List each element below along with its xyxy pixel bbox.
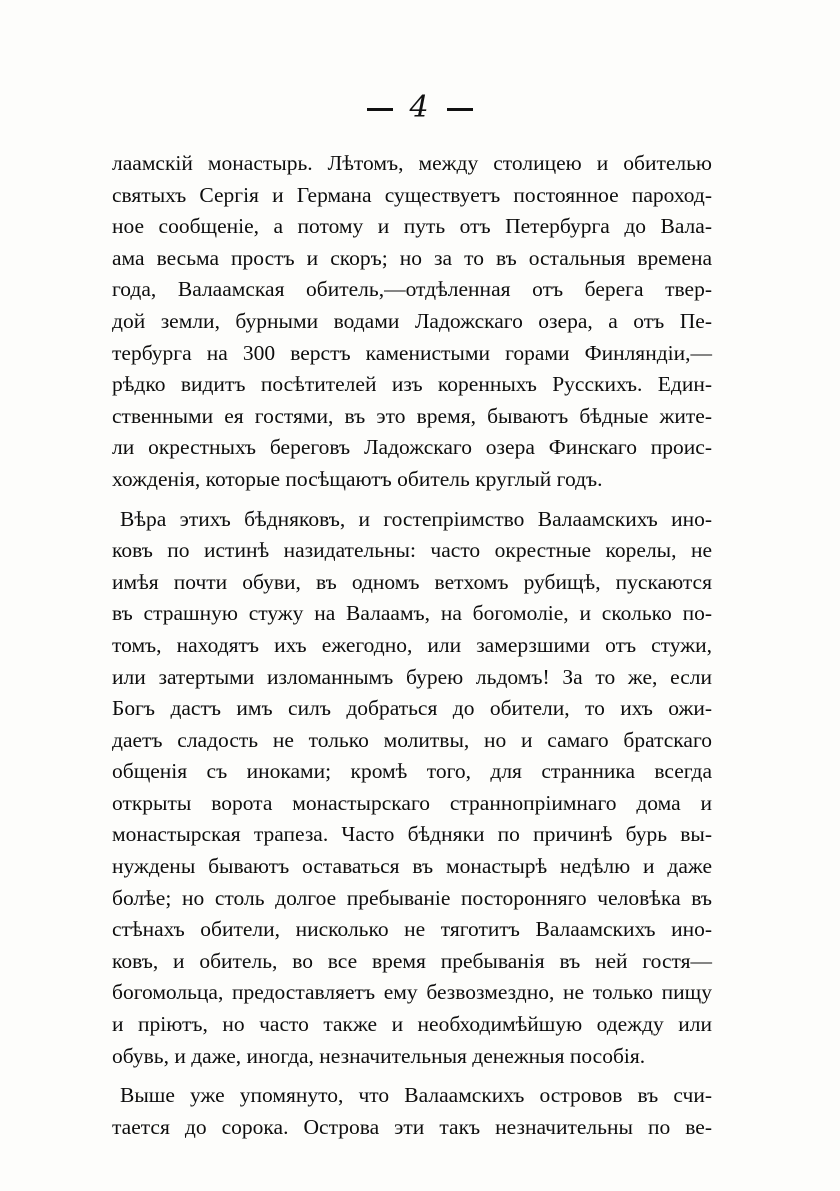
paragraph-gap	[112, 1072, 712, 1080]
text-line: дой земли, бурными водами Ладожскаго озера, а отъ Пе-	[112, 308, 712, 333]
page-number-right-dash	[447, 108, 473, 111]
page-number: 4	[409, 90, 431, 125]
text-line: болѣе; но столь долгое пребываніе посторонняго человѣка въ	[112, 885, 712, 910]
text-line: года, Валаамская обитель,—отдѣленная отъ берега твер-	[112, 277, 712, 302]
text-line: Вѣра этихъ бѣдняковъ, и гостепріимство Валаамскихъ ино-	[120, 506, 712, 531]
text-line: и пріютъ, но часто также и необходимѣйшую одежду или	[112, 1012, 712, 1037]
page-number-header	[0, 90, 840, 125]
text-line: ное сообщеніе, а потому и путь отъ Петербурга до Вала-	[112, 214, 712, 239]
body-text	[112, 148, 712, 1143]
text-line: Выше уже упомянуто, что Валаамскихъ островов въ счи-	[120, 1083, 712, 1108]
text-line: открыты ворота монастырскаго страннопріимнаго дома и	[112, 790, 712, 815]
text-line: тербурга на 300 верстъ каменистыми горами Финляндіи,—	[112, 340, 712, 365]
text-line: тается до сорока. Острова эти такъ незначительны по ве-	[112, 1114, 712, 1139]
text-line: общенія съ иноками; кромѣ того, для странника всегда	[112, 759, 712, 784]
page-number-left-dash	[367, 108, 393, 111]
text-line: монастырская трапеза. Часто бѣдняки по причинѣ бурь вы-	[112, 822, 712, 847]
text-line: ственными ея гостями, въ это время, бываютъ бѣдные жите-	[112, 403, 712, 428]
text-line: ковъ по истинѣ назидательны: часто окрестные корелы, не	[112, 538, 712, 563]
text-line: нуждены бываютъ оставаться въ монастырѣ недѣлю и даже	[112, 854, 712, 879]
text-line: ковъ, и обитель, во все время пребыванія въ ней гостя—	[112, 948, 712, 973]
text-line: томъ, находятъ ихъ ежегодно, или замерзшими отъ стужи,	[112, 632, 712, 657]
text-line: имѣя почти обуви, въ одномъ ветхомъ рубищѣ, пускаются	[112, 569, 712, 594]
text-line: или затертыми изломаннымъ бурею льдомъ! За то же, если	[112, 664, 712, 689]
text-line: лаамскій монастырь. Лѣтомъ, между столицею и обителью	[112, 151, 712, 175]
text-line: въ страшную стужу на Валаамъ, на богомоліе, и сколько по-	[112, 601, 712, 626]
text-line: обувь, и даже, иногда, незначительныя денежныя пособія.	[112, 1043, 646, 1068]
paragraph-2	[112, 504, 712, 1073]
text-line: богомольца, предоставляетъ ему безвозмездно, не только пищу	[112, 980, 712, 1005]
text-line: даетъ сладость не только молитвы, но и самаго братскаго	[112, 727, 712, 752]
paragraph-3	[112, 1080, 712, 1143]
paragraph-1	[112, 148, 712, 496]
text-line: стѣнахъ обители, нисколько не тяготитъ Валаамскихъ ино-	[112, 917, 712, 942]
text-line: святыхъ Сергія и Германа существуетъ постоянное пароход-	[112, 182, 712, 207]
paragraph-gap	[112, 496, 712, 504]
text-line: ама весьма простъ и скоръ; но за то въ остальныя времена	[112, 245, 712, 270]
text-line: Богъ дастъ имъ силъ добраться до обители, то ихъ ожи-	[112, 696, 712, 721]
text-line: хожденія, которые посѣщаютъ обитель круглый годъ.	[112, 466, 603, 491]
text-line: рѣдко видитъ посѣтителей изъ коренныхъ Русскихъ. Един-	[112, 372, 712, 397]
text-line: ли окрестныхъ береговъ Ладожскаго озера Финскаго проис-	[112, 435, 712, 460]
